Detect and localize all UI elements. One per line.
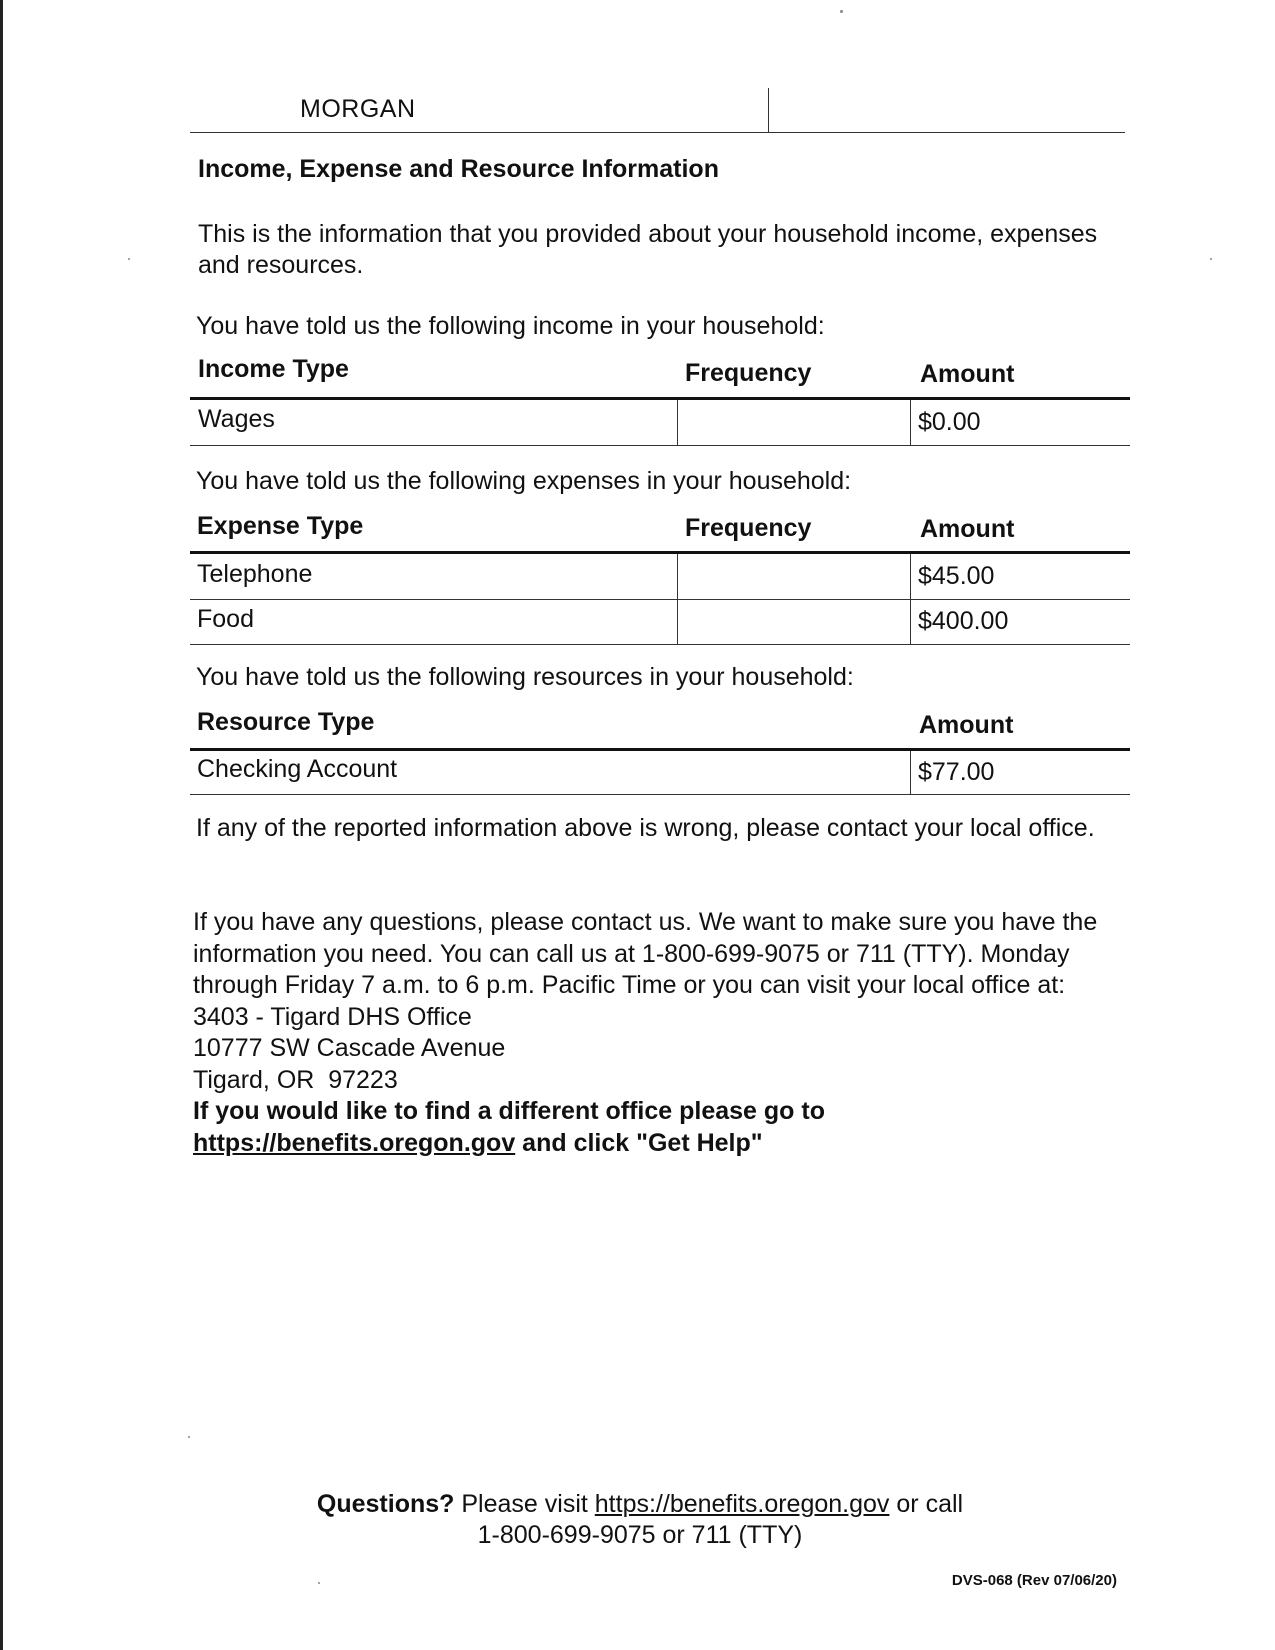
footer-questions-label: Questions? (316, 1490, 455, 1518)
intro-paragraph: This is the information that you provided about your household income, expenses and resources. (198, 220, 1098, 279)
expenses-row-rule (190, 599, 1130, 600)
expenses-bottom-rule (190, 644, 1130, 645)
income-row-amount: $0.00 (918, 408, 981, 436)
expense-row-type: Telephone (197, 560, 313, 588)
resources-bottom-rule (190, 794, 1130, 795)
name-underline (190, 132, 1125, 133)
name-divider (768, 88, 769, 132)
expense-row-amount: $45.00 (918, 562, 995, 590)
footer-visit-text: Please visit (461, 1490, 588, 1518)
income-header-rule (190, 397, 1130, 400)
resources-header-rule (190, 748, 1130, 751)
footer-phones: 1-800-699-9075 or 711 (TTY) (477, 1521, 803, 1549)
expense-type-header: Expense Type (197, 512, 364, 540)
income-col-divider (677, 400, 678, 445)
find-office-suffix: and click "Get Help" (522, 1128, 763, 1157)
resource-row-type: Checking Account (197, 755, 398, 783)
scan-speck (188, 1436, 190, 1438)
expense-row-amount: $400.00 (918, 607, 1009, 635)
expense-amount-header: Amount (920, 515, 1015, 543)
office-name: 3403 - Tigard DHS Office (193, 1002, 472, 1031)
scan-speck (1210, 258, 1212, 260)
income-lead: You have told us the following income in your household: (196, 312, 825, 340)
contact-paragraph: If you have any questions, please contact us. We want to make sure you have the information you need. You can call us at 1-800-699-9075 or 711 (TTY). Monday through Friday 7 a.m. to 6 p.m. Pacific Time or you can visit your local office at: (193, 908, 1098, 999)
income-col-divider (910, 400, 911, 445)
resource-type-header: Resource Type (197, 708, 375, 736)
footer-link[interactable]: https://benefits.oregon.gov (594, 1490, 890, 1518)
find-office-link[interactable]: https://benefits.oregon.gov (193, 1128, 516, 1157)
expense-row-type: Food (197, 605, 254, 633)
income-bottom-rule (190, 445, 1130, 446)
scan-speck (840, 10, 843, 13)
income-amount-header: Amount (920, 360, 1015, 388)
wrong-info-notice: If any of the reported information above is wrong, please contact your local office. (196, 814, 1095, 842)
section-title: Income, Expense and Resource Information (198, 155, 719, 183)
expense-frequency-header: Frequency (685, 514, 812, 542)
page-edge (0, 0, 3, 1650)
footer-call-text: or call (896, 1490, 964, 1518)
scan-speck (128, 258, 130, 260)
income-frequency-header: Frequency (685, 359, 812, 387)
expenses-lead: You have told us the following expenses in your household: (196, 467, 852, 495)
form-id: DVS-068 (Rev 07/06/20) (951, 1572, 1117, 1589)
income-type-header: Income Type (198, 355, 349, 383)
expenses-header-rule (190, 551, 1130, 554)
footer (160, 1489, 1120, 1551)
scan-speck (318, 1582, 320, 1584)
find-office-text: If you would like to find a different office please go to (193, 1097, 825, 1125)
resource-row-amount: $77.00 (918, 758, 995, 786)
find-office-line (193, 1128, 1123, 1160)
office-city: Tigard, OR 97223 (193, 1065, 398, 1094)
recipient-name: MORGAN (300, 95, 416, 123)
resource-amount-header: Amount (919, 711, 1014, 739)
contact-block (193, 907, 1123, 1159)
resources-col-divider (910, 751, 911, 794)
resources-lead: You have told us the following resources in your household: (196, 663, 854, 691)
income-row-type: Wages (198, 405, 275, 433)
office-street: 10777 SW Cascade Avenue (193, 1034, 506, 1062)
footer-line-1 (160, 1489, 1120, 1520)
